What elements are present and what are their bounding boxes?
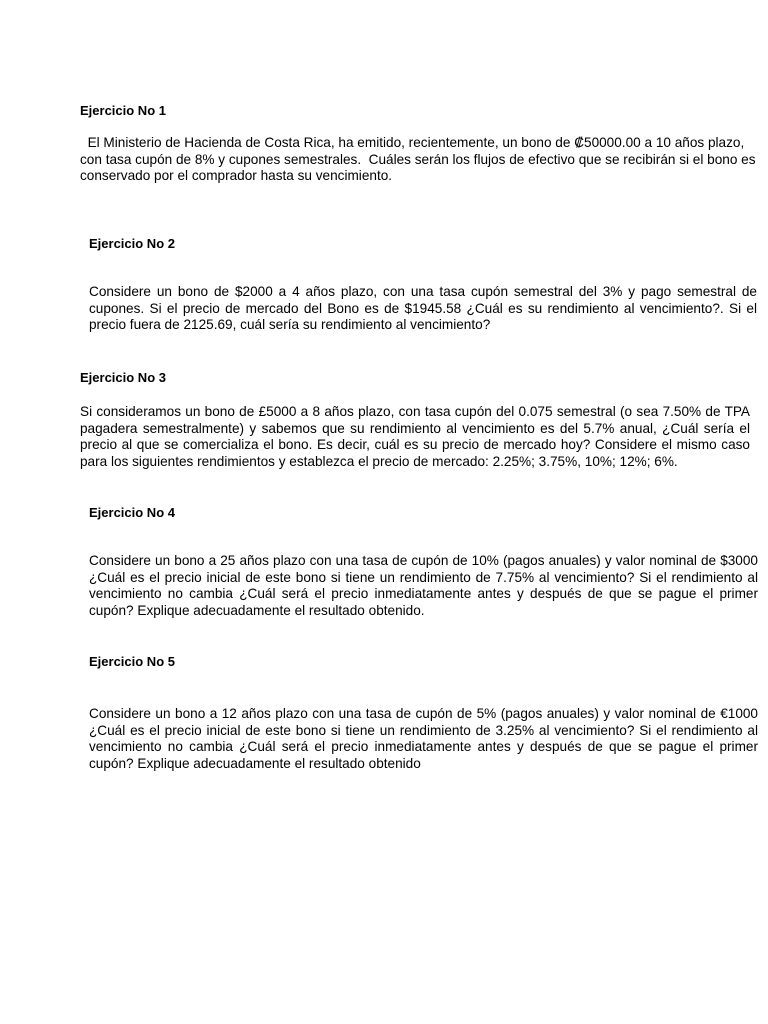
exercise-1-title: Ejercicio No 1 [80, 103, 166, 118]
exercise-5-title: Ejercicio No 5 [89, 654, 175, 669]
exercise-3-title: Ejercicio No 3 [80, 370, 166, 385]
exercise-4-text: Considere un bono a 25 años plazo con una tasa de cupón de 10% (pagos anuales) y valor nominal de $3000 ¿Cuál es el precio inicial de este bono si tiene un rendimiento de 7.75% al vencimiento? Si el rendimiento al vencimiento no cambia ¿Cuál será el precio inmediatamente antes y después de que se pague el primer cupón? Explique adecuadamente el resultado obtenido. [89, 553, 758, 618]
exercise-3-text: Si consideramos un bono de £5000 a 8 años plazo, con tasa cupón del 0.075 semestral (o sea 7.50% de TPA pagadera semestralmente) y sabemos que su rendimiento al vencimiento es del 5.7% anual, ¿Cuál sería el precio al que se comercializa el bono. Es decir, cuál es su precio de mercado hoy? Considere el mismo caso para los siguientes rendimientos y establezca el precio de mercado: 2.25%; 3.75%, 10%; 12%; 6%. [80, 404, 750, 469]
exercise-2-title: Ejercicio No 2 [89, 236, 175, 251]
exercise-2-text: Considere un bono de $2000 a 4 años plazo, con una tasa cupón semestral del 3% y pago semestral de cupones. Si el precio de mercado del Bono es de $1945.58 ¿Cuál es su rendimiento al vencimiento?. Si el precio fuera de 2125.69, cuál sería su rendimiento al vencimiento? [89, 284, 757, 333]
exercise-5-text: Considere un bono a 12 años plazo con una tasa de cupón de 5% (pagos anuales) y valor nominal de €1000 ¿Cuál es el precio inicial de este bono si tiene un rendimiento de 3.25% al vencimiento? Si el rendimiento al vencimiento no cambia ¿Cuál será el precio inmediatamente antes y después de que se pague el primer cupón? Explique adecuadamente el resultado obtenido [89, 706, 758, 771]
exercise-1-text: El Ministerio de Hacienda de Costa Rica, ha emitido, recientemente, un bono de ₡50000.00 a 10 años plazo, con tasa cupón de 8% y cupones semestrales. Cuáles serán los flujos de efectivo que se recibirán si el bono es conservado por el comprador hasta su vencimiento. [80, 135, 760, 184]
exercise-4-title: Ejercicio No 4 [89, 505, 175, 520]
